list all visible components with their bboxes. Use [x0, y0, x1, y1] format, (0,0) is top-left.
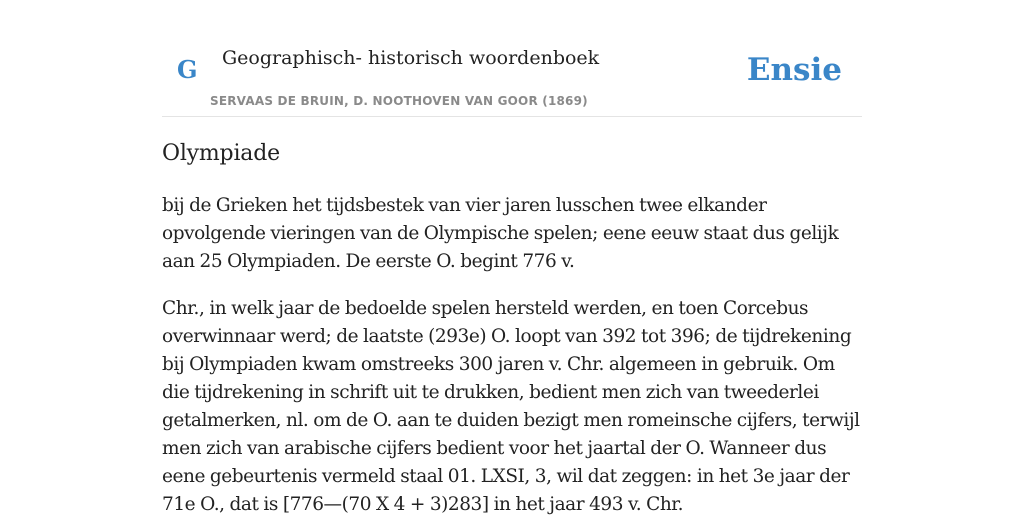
article-paragraph-1: bij de Grieken het tijdsbestek van vier jaren lusschen twee elkander opvolgende vieringen van de Olympische spelen; eene eeuw staat dus gelijk aan 25 Olympiaden. De eerste O. begint 776 v. — [162, 195, 839, 272]
ensie-logo-link[interactable]: Ensie — [746, 52, 842, 88]
article-title: Olympiade — [162, 141, 280, 166]
article-paragraph-2: Chr., in welk jaar de bedoelde spelen hersteld werden, en toen Corcebus overwinnaar werd; de laatste (293e) O. loopt van 392 tot 396; de tijdrekening bij Olympiaden kwam omstreeks 300 jaren v. Chr. algemeen in gebruik. Om die tijdrekening in schrift uit te drukken, bedient men zich van tweederlei getalmerken, nl. om de O. aan te duiden bezigt men romeinsche cijfers, terwijl men zich van arabische cijfers bedient voor het jaartal der O. Wanneer dus eene gebeurtenis vermeld staal 01. LXSI, 3, wil dat zeggen: in het 3e jaar der 71e O., dat is [776—(70 X 4 + 3)283] in het jaar 493 v. Chr. — [162, 298, 860, 515]
page-header — [162, 0, 862, 117]
book-letter-badge[interactable]: G — [177, 55, 198, 84]
article — [162, 136, 862, 519]
book-authors: SERVAAS DE BRUIN, D. NOOTHOVEN VAN GOOR (1869) — [210, 94, 588, 108]
book-title-link[interactable]: Geographisch- historisch woordenboek — [222, 47, 600, 69]
